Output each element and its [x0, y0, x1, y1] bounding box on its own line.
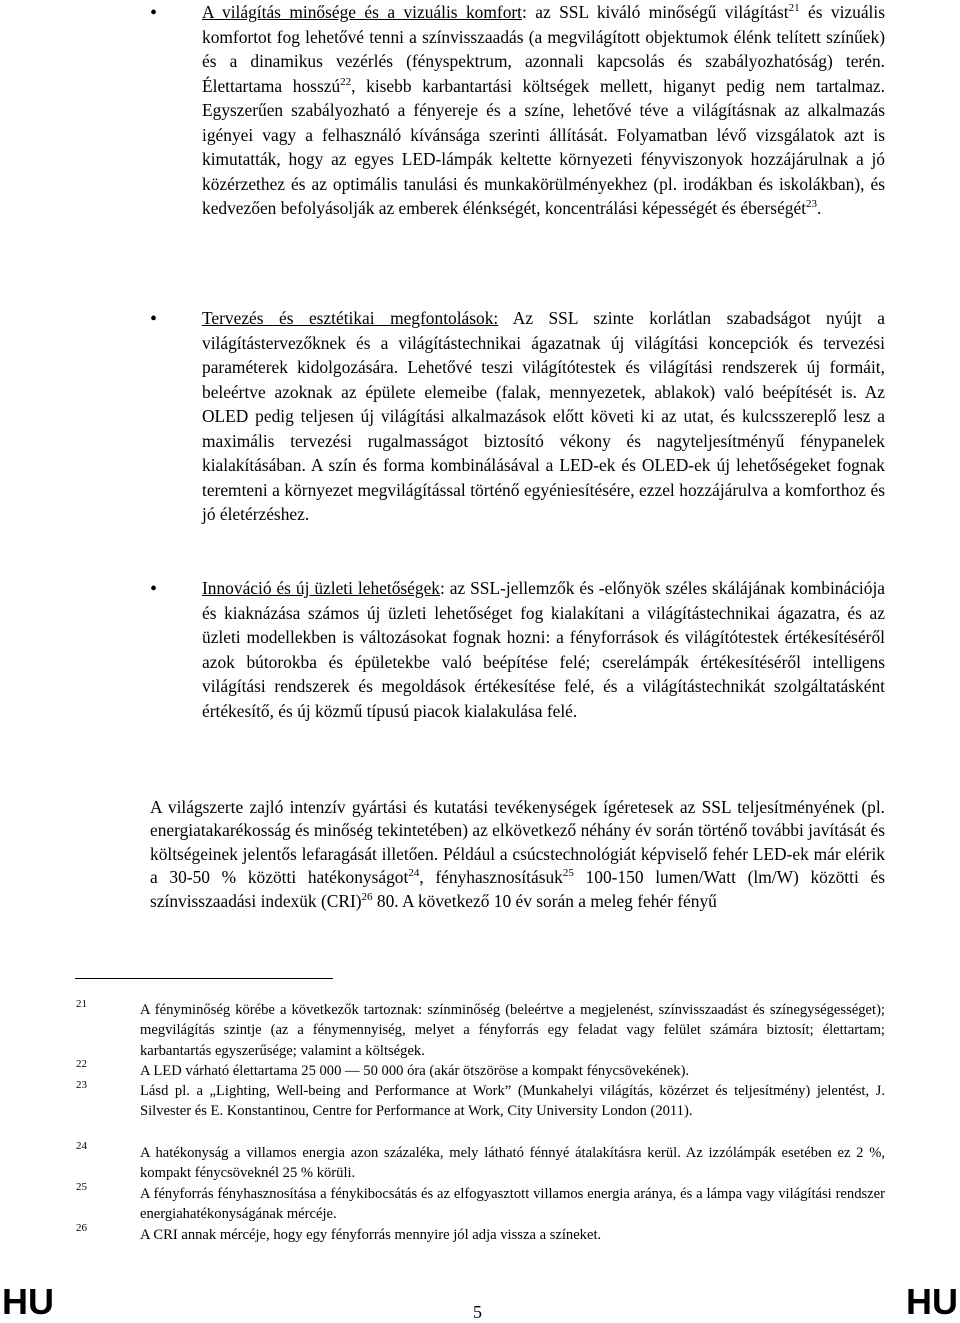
footnote-text: A fényminőség körébe a következők tartoznak: színminőség (beleértve a megjelenést, színvisszaadást és színegységességet); megvilágítás szintje (az a fénymennyiség, melyet a fényforrás egy feladat vagy felület számára biztosít; élettartam; karbantartás egyszerűsége; valamint a költségek.	[140, 1002, 885, 1059]
footnote-number: 21	[76, 998, 87, 1010]
footnote-ref: 24	[408, 867, 420, 880]
footnote-text: Lásd pl. a „Lighting, Well-being and Performance at Work” (Munkahelyi világítás, közérzet és teljesítmény) jelentést, J. Silvester és E. Konstantinou, Centre for Performance at Work, City University London (2011).	[140, 1083, 885, 1120]
page-number: 5	[473, 1302, 482, 1322]
footnote-ref: 21	[788, 2, 800, 15]
paragraph-text: : az SSL-jellemzők és -előnyök széles skálájának kombinációja és kiaknázása számos új üzleti lehetőséget fog kialakítani a világítástechnikai ágazatra, és az üzleti modellekben is változásokat fognak hozni: a fényforrások és világítótestek értékesítéséről azok bútorokba és épületekbe való beépítése felé; cserelámpák értékesítéséről intelligens világítási rendszerek és megoldások értékesítése felé, és a világítástechnikát szolgáltatásként értékesítő, és új közmű típusú piacok kialakulása felé.	[202, 578, 885, 721]
footnote-ref: 25	[562, 867, 574, 880]
bullet-heading: A világítás minősége és a vizuális komfort	[202, 2, 523, 22]
paragraph-text: 80. A következő 10 év során a meleg fehér fényű	[372, 890, 717, 911]
paragraph-text: A világszerte zajló intenzív gyártási és kutatási tevékenységek ígéretesek az SSL teljesítményének (pl. energiatakarékosság és minőség tekintetében) az elkövetkező néhány év során történő további javítását és költségeinek jelentős lefaragását illetően. Például a csúcstechnológiát képviselő fehér LED-ek már elérik a 30-50 % közötti hatékonyságot	[150, 797, 885, 888]
footnote-number: 24	[76, 1140, 87, 1152]
footnote-text: A fényforrás fényhasznosítása a fénykibocsátás és az elfogyasztott villamos energia aránya, és a lámpa vagy világítási rendszer energiahatékonyságának mércéje.	[140, 1186, 885, 1223]
paragraph-text: , kisebb karbantartási költségek mellett, higanyt pedig nem tartalmaz. Egyszerűen szabályozható a fényereje és a színe, lehetővé téve a világításnak az alkalmazás igényei vagy a felhasználó kívánsága szerinti állítását. Folyamatban lévő vizsgálatok azt is kimutatták, hogy az egyes LED-lámpák keltette környezeti fényviszonyok hozzájárulnak a jó közérzethez és az optimális tanulási és munkakörülményekhez (pl. irodákban és iskolákban), és kedvezően befolyásolják az emberek élénkségét, koncentrálási képességét és éberségét	[202, 75, 885, 218]
paragraph-text: 100-150 lumen/Watt (lm/W) közötti és színvisszaadási indexük (CRI)	[150, 867, 885, 911]
footnote-number: 25	[76, 1181, 87, 1193]
footer-language-right: HU	[906, 1281, 958, 1322]
footnote-ref: 23	[806, 198, 818, 211]
bullet-paragraph-quality	[202, 0, 885, 221]
bullet-marker: •	[150, 2, 158, 24]
footnote-number: 26	[76, 1222, 87, 1234]
footnote-number: 23	[76, 1079, 87, 1091]
bullet-heading: Tervezés és esztétikai megfontolások:	[202, 308, 499, 328]
footnote-number: 22	[76, 1058, 87, 1070]
footnote-text: A CRI annak mércéje, hogy egy fényforrás mennyire jól adja vissza a színeket.	[140, 1227, 602, 1243]
footnote-text: A hatékonyság a villamos energia azon százaléka, mely látható fénnyé átalakításra kerül. Az izzólámpák esetében ez 2 %, kompakt fénycsöveknél 25 % körüli.	[140, 1145, 885, 1182]
bullet-marker: •	[150, 578, 158, 600]
footnote-text: A LED várható élettartama 25 000 — 50 000 óra (akár ötszöröse a kompakt fénycsövekének).	[140, 1063, 690, 1079]
bullet-marker: •	[150, 308, 158, 330]
paragraph-text: Az SSL szinte korlátlan szabadságot nyújt a világítástervezőknek és a világítástechnikai ágazatnak új világítási koncepciók és tervezési paraméterek kidolgozására. Lehetővé teszi világítótestek és világítási rendszerek új formáit, beleértve azoknak az épülete elemeibe (falak, mennyezetek, ablakok) való beépítését is. Az OLED pedig teljesen új világítási alkalmazások előtt követi ki az utat, és kulcsszereplő lesz a maximális tervezési rugalmasságot biztosító vékony és nagyteljesítményű fénypanelek kialakításában. A szín és forma kombinálásával a LED-ek és OLED-ek új lehetőségeket fognak teremteni a környezet megvilágítással történő egyéniesítésére, ezzel hozzájárulva a komforthoz és jó életérzéshez.	[202, 308, 885, 524]
paragraph-text: : az SSL kiváló minőségű világítást	[522, 2, 789, 22]
footnote-ref: 22	[340, 75, 352, 88]
footer-language-left: HU	[2, 1281, 54, 1322]
main-paragraph	[150, 796, 885, 913]
bullet-heading: Innováció és új üzleti lehetőségek	[202, 578, 440, 598]
footnote-separator	[75, 978, 333, 979]
paragraph-text: .	[817, 198, 822, 218]
bullet-paragraph-innovation	[202, 576, 885, 723]
footnote-ref: 26	[361, 890, 373, 903]
bullet-paragraph-design	[202, 306, 885, 527]
paragraph-text: , fényhasznosításuk	[419, 867, 563, 888]
paragraph-text: és vizuális komfortot fog lehetővé tenni a színvisszaadás (a megvilágított objektumok élénk telített színűek) és a dinamikus vezérlés (fényspektrum, azonnali kapcsolás és szabályozhatóság) terén. Élettartama hosszú	[202, 2, 885, 96]
